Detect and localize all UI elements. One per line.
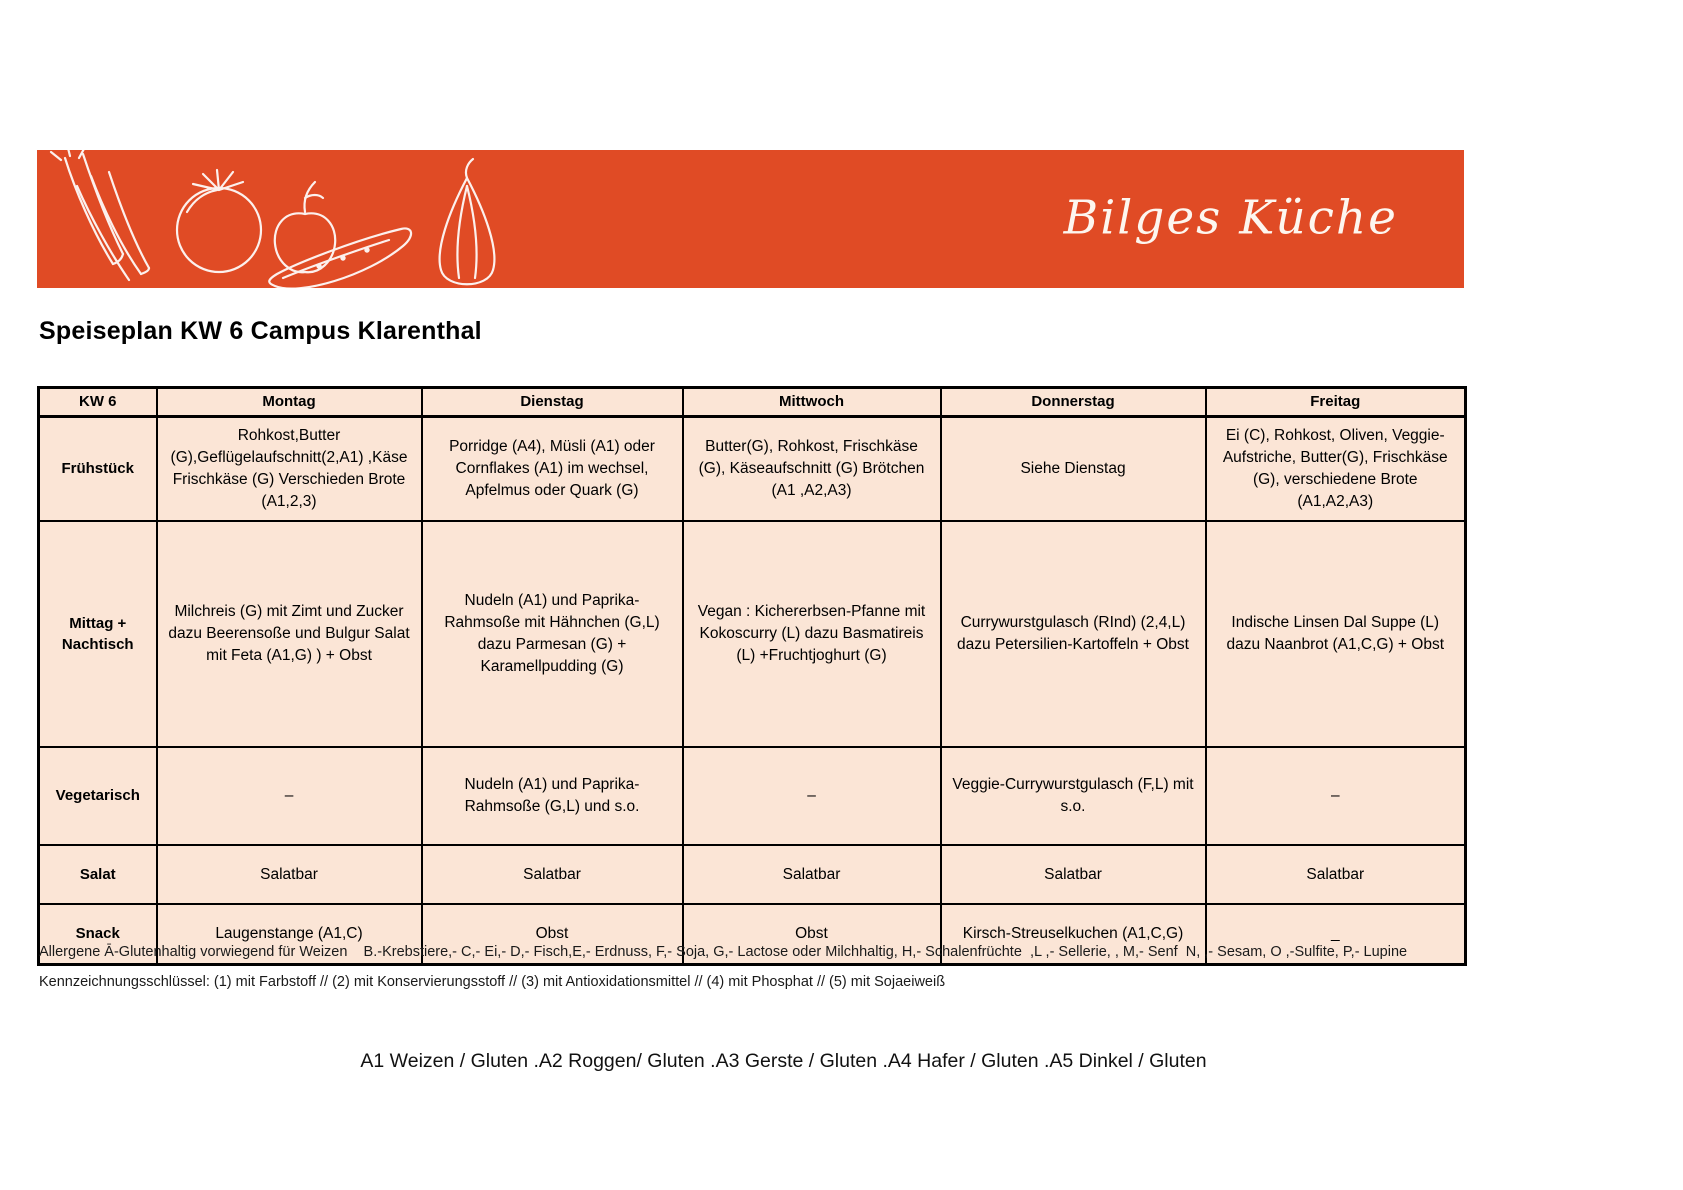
menu-cell-salat-mittwoch: Salatbar xyxy=(683,845,941,904)
menu-cell-mittag-mittwoch: Vegan : Kichererbsen-Pfanne mit Kokoscurry (L) dazu Basmatireis (L) +Fruchtjoghurt (G) xyxy=(683,521,941,747)
apple-icon xyxy=(275,182,335,272)
column-header-freitag: Freitag xyxy=(1206,388,1466,417)
column-header-mittwoch: Mittwoch xyxy=(683,388,941,417)
menu-cell-vegetarisch-donnerstag: Veggie-Currywurstgulasch (F,L) mit s.o. xyxy=(941,747,1206,845)
menu-cell-salat-donnerstag: Salatbar xyxy=(941,845,1206,904)
menu-cell-snack-dienstag: Obst xyxy=(422,904,683,965)
gluten-legend: A1 Weizen / Gluten .A2 Roggen/ Gluten .A3 Gerste / Gluten .A4 Hafer / Gluten .A5 Dinkel / Gluten xyxy=(360,1050,1207,1072)
menu-cell-mittag-donnerstag: Currywurstgulasch (RInd) (2,4,L) dazu Petersilien-Kartoffeln + Obst xyxy=(941,521,1206,747)
menu-cell-fruehstueck-freitag: Ei (C), Rohkost, Oliven, Veggie-Aufstriche, Butter(G), Frischkäse (G), verschiedene Brote (A1,A2,A3) xyxy=(1206,417,1466,522)
vegetable-sketch-illustration xyxy=(37,150,517,288)
menu-cell-vegetarisch-montag: – xyxy=(157,747,422,845)
menu-cell-vegetarisch-mittwoch: – xyxy=(683,747,941,845)
menu-cell-snack-montag: Laugenstange (A1,C) xyxy=(157,904,422,965)
column-header-dienstag: Dienstag xyxy=(422,388,683,417)
column-header-montag: Montag xyxy=(157,388,422,417)
table-row-salat xyxy=(39,845,1466,904)
row-label-snack: Snack xyxy=(39,904,157,965)
tomato-icon xyxy=(177,170,261,272)
menu-cell-mittag-freitag: Indische Linsen Dal Suppe (L) dazu Naanbrot (A1,C,G) + Obst xyxy=(1206,521,1466,747)
row-label-salat: Salat xyxy=(39,845,157,904)
menu-cell-snack-freitag: _ xyxy=(1206,904,1466,965)
menu-cell-salat-montag: Salatbar xyxy=(157,845,422,904)
menu-cell-fruehstueck-montag: Rohkost,Butter (G),Geflügelaufschnitt(2,A1) ,Käse Frischkäse (G) Verschieden Brote (A1,2,3) xyxy=(157,417,422,522)
page-title: Speiseplan KW 6 Campus Klarenthal xyxy=(39,317,482,345)
menu-cell-fruehstueck-mittwoch: Butter(G), Rohkost, Frischkäse (G), Käseaufschnitt (G) Brötchen (A1 ,A2,A3) xyxy=(683,417,941,522)
menu-cell-mittag-dienstag: Nudeln (A1) und Paprika-Rahmsoße mit Hähnchen (G,L) dazu Parmesan (G) + Karamellpudding (G) xyxy=(422,521,683,747)
allergen-note: Allergene Ā-Glutenhaltig vorwiegend für Weizen B.-Krebstiere,- C,- Ei,- D,- Fisch,E,- Erdnuss, F,- Soja, G,- Lactose oder Milchhaltig, H,- Schalenfrüchte ,L ,- Sellerie, , M,- Senf N, ,- Sesam, O ,-Sulfite, P,- Lupine xyxy=(39,944,1408,960)
table-row-vegetarisch xyxy=(39,747,1466,845)
menu-cell-snack-mittwoch: Obst xyxy=(683,904,941,965)
labeling-key-note: Kennzeichnungsschlüssel: (1) mit Farbstoff // (2) mit Konservierungsstoff // (3) mit Antioxidationsmittel // (4) mit Phosphat // (5) mit Sojaeiweiß xyxy=(39,974,946,990)
menu-cell-vegetarisch-freitag: – xyxy=(1206,747,1466,845)
column-header-kw6: KW 6 xyxy=(39,388,157,417)
menu-cell-vegetarisch-dienstag: Nudeln (A1) und Paprika-Rahmsoße (G,L) und s.o. xyxy=(422,747,683,845)
table-row-mittag-nachtisch xyxy=(39,521,1466,747)
menu-cell-snack-donnerstag: Kirsch-Streuselkuchen (A1,C,G) xyxy=(941,904,1206,965)
menu-cell-fruehstueck-donnerstag: Siehe Dienstag xyxy=(941,417,1206,522)
row-label-fruehstueck: Frühstück xyxy=(39,417,157,522)
cucumber-icon xyxy=(269,228,411,288)
row-label-mittag-nachtisch: Mittag + Nachtisch xyxy=(39,521,157,747)
menu-table xyxy=(37,386,1467,966)
carrot-icon xyxy=(51,150,149,280)
onion-icon xyxy=(440,159,495,284)
column-header-donnerstag: Donnerstag xyxy=(941,388,1206,417)
menu-cell-salat-dienstag: Salatbar xyxy=(422,845,683,904)
table-header-row xyxy=(39,388,1466,417)
menu-cell-salat-freitag: Salatbar xyxy=(1206,845,1466,904)
row-label-vegetarisch: Vegetarisch xyxy=(39,747,157,845)
menu-cell-mittag-montag: Milchreis (G) mit Zimt und Zucker dazu Beerensoße und Bulgur Salat mit Feta (A1,G) ) + Obst xyxy=(157,521,422,747)
brand-logo: Bilges Küche xyxy=(1063,190,1398,246)
brand-banner xyxy=(37,150,1464,288)
table-row-fruehstueck xyxy=(39,417,1466,522)
menu-cell-fruehstueck-dienstag: Porridge (A4), Müsli (A1) oder Cornflakes (A1) im wechsel, Apfelmus oder Quark (G) xyxy=(422,417,683,522)
